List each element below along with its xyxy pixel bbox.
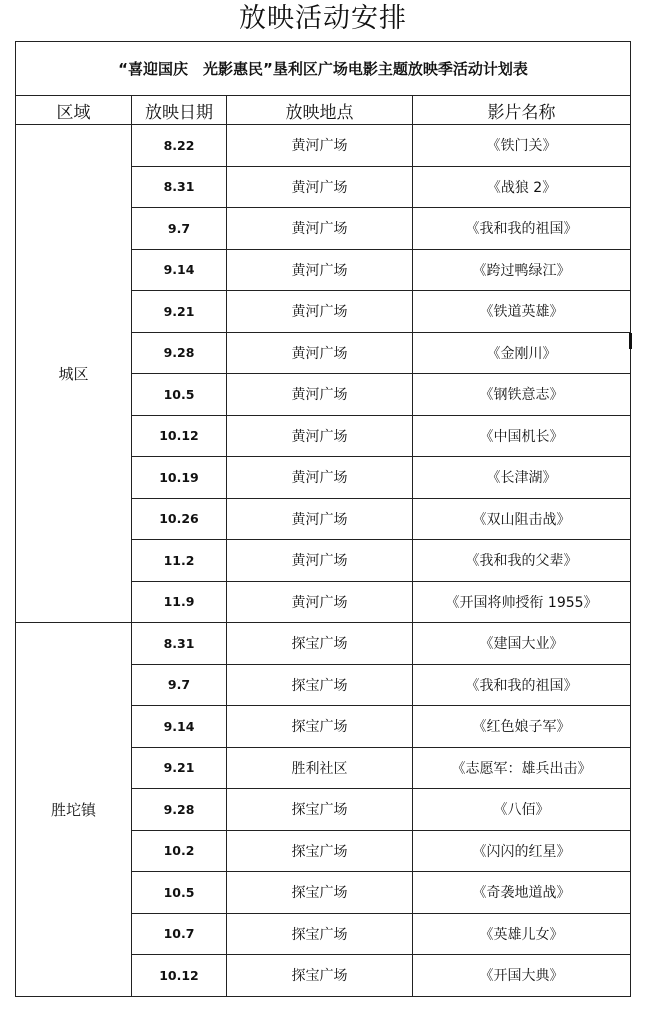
header-place: 放映地点	[227, 96, 413, 125]
date-cell: 9.28	[132, 789, 227, 831]
date-cell: 10.5	[132, 374, 227, 416]
film-cell: 《志愿军：雄兵出击》	[413, 747, 631, 789]
place-cell: 探宝广场	[227, 664, 413, 706]
date-cell: 11.2	[132, 540, 227, 582]
film-cell: 《开国大典》	[413, 955, 631, 997]
page-title: 放映活动安排	[239, 3, 407, 34]
film-cell: 《我和我的祖国》	[413, 664, 631, 706]
date-cell: 9.21	[132, 747, 227, 789]
date-cell: 10.19	[132, 457, 227, 499]
film-cell: 《红色娘子军》	[413, 706, 631, 748]
place-cell: 黄河广场	[227, 374, 413, 416]
date-cell: 9.28	[132, 332, 227, 374]
place-cell: 胜利社区	[227, 747, 413, 789]
date-cell: 9.7	[132, 208, 227, 250]
place-cell: 黄河广场	[227, 332, 413, 374]
film-cell: 《奇袭地道战》	[413, 872, 631, 914]
place-cell: 黄河广场	[227, 291, 413, 333]
edge-mark	[629, 333, 632, 349]
table-row	[16, 125, 631, 167]
place-cell: 探宝广场	[227, 623, 413, 665]
table-row	[16, 623, 631, 665]
film-cell: 《长津湖》	[413, 457, 631, 499]
date-cell: 9.21	[132, 291, 227, 333]
place-cell: 探宝广场	[227, 830, 413, 872]
film-cell: 《建国大业》	[413, 623, 631, 665]
place-cell: 黄河广场	[227, 415, 413, 457]
film-cell: 《闪闪的红星》	[413, 830, 631, 872]
date-cell: 10.5	[132, 872, 227, 914]
schedule-table	[15, 41, 631, 997]
film-cell: 《我和我的祖国》	[413, 208, 631, 250]
film-cell: 《双山阻击战》	[413, 498, 631, 540]
film-cell: 《金刚川》	[413, 332, 631, 374]
header-date: 放映日期	[132, 96, 227, 125]
place-cell: 黄河广场	[227, 166, 413, 208]
date-cell: 10.12	[132, 415, 227, 457]
date-cell: 10.12	[132, 955, 227, 997]
date-cell: 8.22	[132, 125, 227, 167]
place-cell: 黄河广场	[227, 457, 413, 499]
film-cell: 《跨过鸭绿江》	[413, 249, 631, 291]
date-cell: 9.7	[132, 664, 227, 706]
place-cell: 黄河广场	[227, 125, 413, 167]
region-cell: 胜坨镇	[16, 623, 132, 997]
region-cell: 城区	[16, 125, 132, 623]
film-cell: 《铁道英雄》	[413, 291, 631, 333]
date-cell: 9.14	[132, 249, 227, 291]
film-cell: 《英雄儿女》	[413, 913, 631, 955]
place-cell: 探宝广场	[227, 789, 413, 831]
place-cell: 黄河广场	[227, 581, 413, 623]
place-cell: 探宝广场	[227, 872, 413, 914]
date-cell: 11.9	[132, 581, 227, 623]
film-cell: 《钢铁意志》	[413, 374, 631, 416]
film-cell: 《八佰》	[413, 789, 631, 831]
place-cell: 探宝广场	[227, 913, 413, 955]
place-cell: 黄河广场	[227, 540, 413, 582]
header-row	[16, 96, 631, 125]
header-film: 影片名称	[413, 96, 631, 125]
place-cell: 黄河广场	[227, 208, 413, 250]
place-cell: 探宝广场	[227, 955, 413, 997]
date-cell: 8.31	[132, 623, 227, 665]
place-cell: 黄河广场	[227, 249, 413, 291]
film-cell: 《战狼 2》	[413, 166, 631, 208]
date-cell: 10.7	[132, 913, 227, 955]
header-region: 区域	[16, 96, 132, 125]
place-cell: 探宝广场	[227, 706, 413, 748]
date-cell: 8.31	[132, 166, 227, 208]
table-caption: “喜迎国庆 光影惠民”垦利区广场电影主题放映季活动计划表	[16, 42, 631, 96]
date-cell: 9.14	[132, 706, 227, 748]
film-cell: 《铁门关》	[413, 125, 631, 167]
date-cell: 10.2	[132, 830, 227, 872]
film-cell: 《中国机长》	[413, 415, 631, 457]
film-cell: 《开国将帅授衔 1955》	[413, 581, 631, 623]
place-cell: 黄河广场	[227, 498, 413, 540]
date-cell: 10.26	[132, 498, 227, 540]
film-cell: 《我和我的父辈》	[413, 540, 631, 582]
